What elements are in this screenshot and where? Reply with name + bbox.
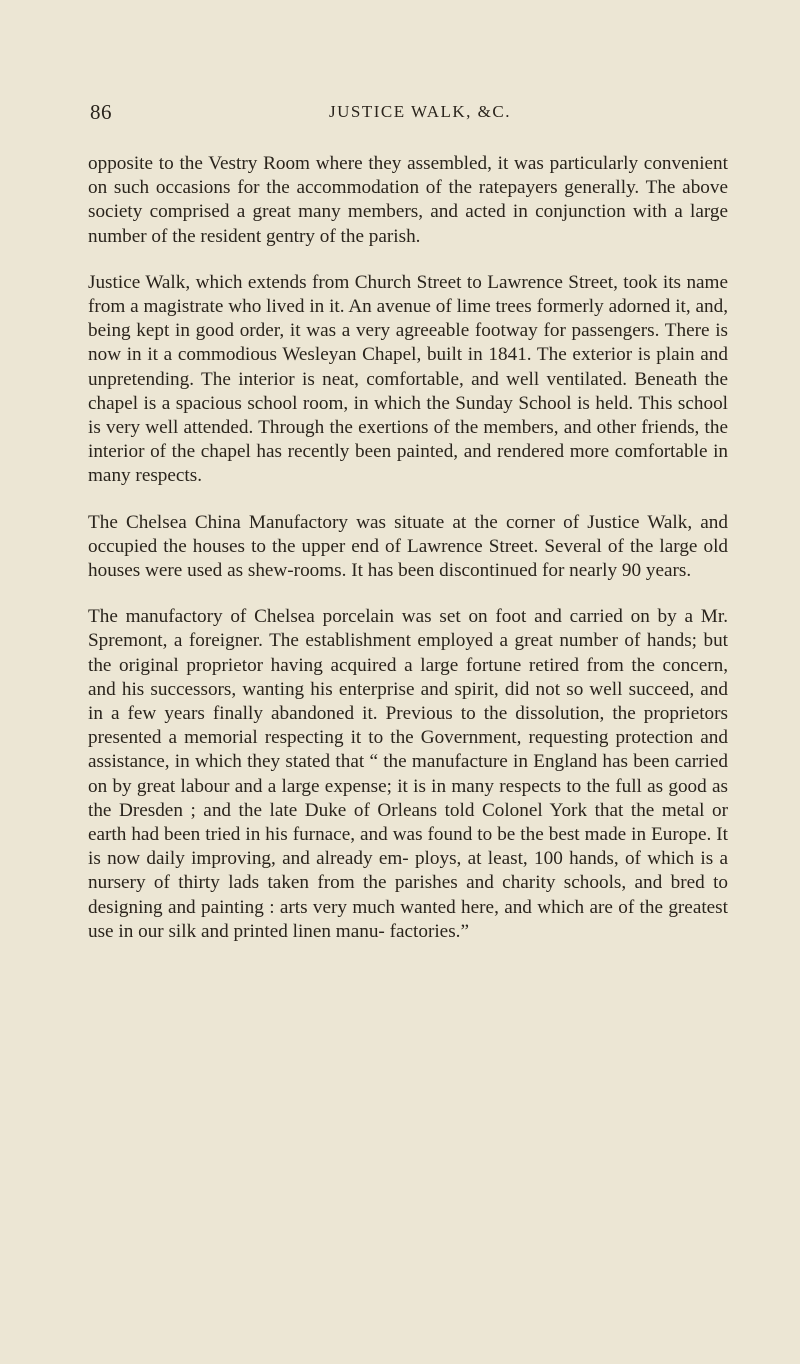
running-head: [90, 100, 750, 134]
body-text: [88, 152, 728, 966]
paragraph-justice-walk: Justice Walk, which extends from Church Street to Lawrence Street, took its name from a magistrate who lived in it. An avenue of lime trees formerly adorned it, and, being kept in good order, it was a very agreeable footway for passengers. There is now in it a commodious Wesleyan Chapel, built in 1841. The exterior is plain and unpretending. The interior is neat, comfortable, and well ventilated. Beneath the chapel is a spacious school room, in which the Sunday School is held. This school is very well attended. Through the exertions of the members, and other friends, the interior of the chapel has recently been painted, and rendered more comfortable in many respects.: [88, 271, 728, 487]
paragraph-china-manufactory: The Chelsea China Manufactory was situate at the corner of Justice Walk, and occupied the houses to the upper end of Lawrence Street. Several of the large old houses were used as shew-rooms. It has been discontinued for nearly 90 years.: [88, 511, 728, 582]
running-head-title: JUSTICE WALK, &C.: [329, 102, 511, 121]
paragraph-vestry-room: opposite to the Vestry Room where they assembled, it was particularly convenient on such occasions for the accommodation of the ratepayers generally. The above society comprised a great many members, and acted in conjunction with a large number of the resident gentry of the parish.: [88, 153, 728, 247]
paragraph-chelsea-porcelain: The manufactory of Chelsea porcelain was set on foot and carried on by a Mr. Spremont, a foreigner. The establishment employed a great number of hands; but the original proprietor having acquired a large fortune retired from the concern, and his successors, wanting his enterprise and spirit, did not so well succeed, and in a few years finally abandoned it. Previous to the dissolution, the proprietors presented a memorial respecting it to the Government, requesting protection and assistance, in which they stated that “ the manufacture in England has been carried on by great labour and a large expense; it is in many respects to the full as good as the Dresden ; and the late Duke of Orleans told Colonel York that the metal or earth had been tried in his furnace, and was found to be the best made in Europe. It is now daily improving, and already em- ploys, at least, 100 hands, of which is a nursery of thirty lads taken from the parishes and charity schools, and bred to designing and painting : arts very much wanted here, and which are of the greatest use in our silk and printed linen manu- factories.”: [88, 606, 728, 942]
page-number: 86: [90, 100, 112, 124]
